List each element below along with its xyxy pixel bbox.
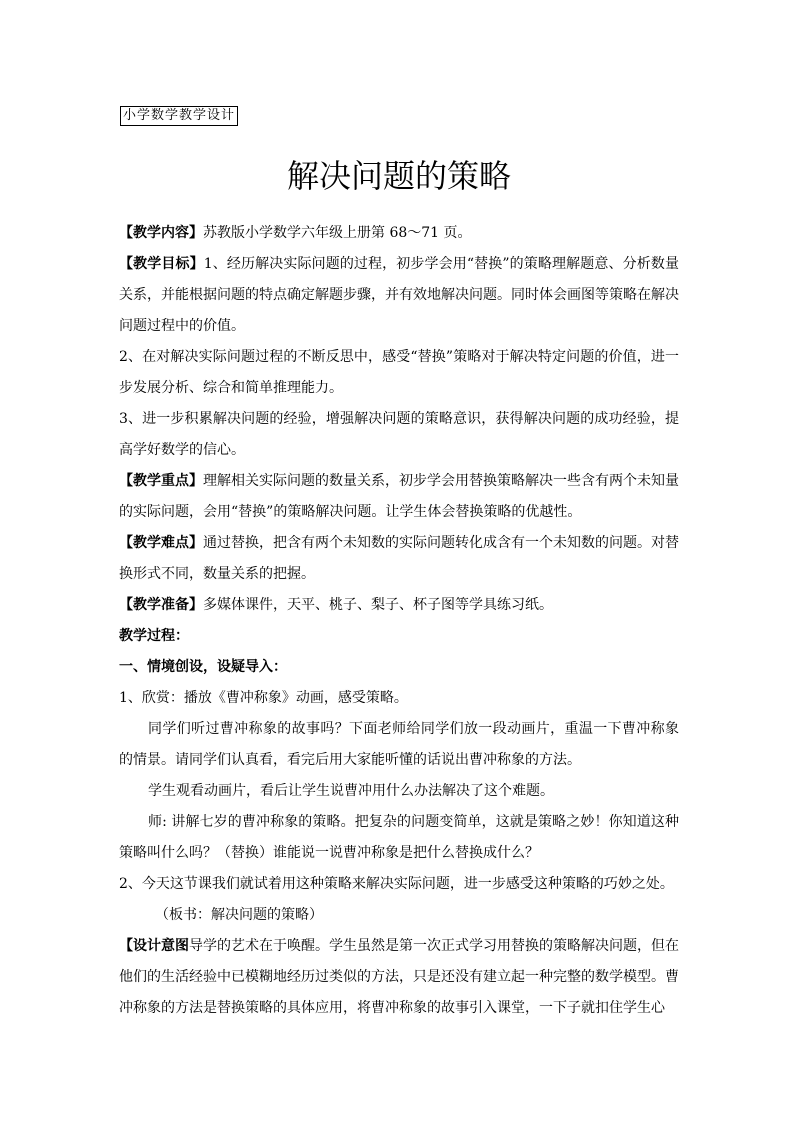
preparation-label: 【教学准备】 bbox=[119, 597, 203, 613]
document-page bbox=[119, 104, 679, 1024]
teaching-content bbox=[119, 218, 679, 249]
difficulties-label: 【教学难点】 bbox=[119, 535, 203, 551]
difficulties-text: 通过替换，把含有两个未知数的实际问题转化成含有一个未知数的问题。对替换形式不同，数量关系的把握。 bbox=[119, 535, 679, 582]
process-paragraph-1: 1、欣赏：播放《曹冲称象》动画，感受策略。 bbox=[119, 690, 408, 706]
process-paragraph-4: 师: 讲解七岁的曹冲称象的策略。把复杂的问题变简单，这就是策略之妙！你知道这种策略叫什么吗？（替换）谁能说一说曹冲称象是把什么替换成什么？ bbox=[119, 814, 679, 861]
document-body bbox=[119, 218, 679, 1024]
teaching-content-text: 苏教版小学数学六年级上册第 68～71 页。 bbox=[203, 225, 472, 241]
teaching-goals-2: 2、在对解决实际问题过程的不断反思中，感受“替换”策略对于解决特定问题的价值，进一步发展分析、综合和简单推理能力。 bbox=[119, 349, 679, 396]
preparation bbox=[119, 590, 679, 621]
key-points bbox=[119, 466, 679, 528]
design-intent bbox=[119, 931, 679, 1024]
page-title: 解决问题的策略 bbox=[286, 157, 511, 195]
teaching-goals-label: 【教学目标】 bbox=[119, 256, 204, 272]
section-1-heading: 一、情境创设，设疑导入： bbox=[119, 659, 287, 675]
process-paragraph-5: 2、今天这节课我们就试着用这种策略来解决实际问题，进一步感受这种策略的巧妙之处。 bbox=[119, 876, 674, 892]
key-points-label: 【教学重点】 bbox=[119, 473, 203, 489]
header-tag: 小学数学教学设计 bbox=[120, 106, 238, 126]
teaching-goals-3: 3、进一步积累解决问题的经验，增强解决问题的策略意识，获得解决问题的成功经验，提高学好数学的信心。 bbox=[119, 411, 679, 458]
design-intent-label: 【设计意图 bbox=[119, 938, 189, 954]
teaching-goals bbox=[119, 249, 679, 342]
process-paragraph-3: 学生观看动画片，看后让学生说曹冲用什么办法解决了这个难题。 bbox=[148, 783, 554, 799]
teaching-goals-text-1: 1、经历解决实际问题的过程，初步学会用“替换”的策略理解题意、分析数量关系，并能根据问题的特点确定解题步骤，并有效地解决问题。同时体会画图等策略在解决问题过程中的价值。 bbox=[119, 256, 679, 334]
key-points-text: 理解相关实际问题的数量关系，初步学会用替换策略解决一些含有两个未知量的实际问题，会用“替换”的策略解决问题。让学生体会替换策略的优越性。 bbox=[119, 473, 679, 520]
process-paragraph-6: （板书：解决问题的策略） bbox=[155, 907, 323, 923]
teaching-content-label: 【教学内容】 bbox=[119, 225, 203, 241]
preparation-text: 多媒体课件，天平、桃子、梨子、杯子图等学具练习纸。 bbox=[203, 597, 553, 613]
process-heading: 教学过程： bbox=[119, 628, 189, 644]
design-intent-text: 导学的艺术在于唤醒。学生虽然是第一次正式学习用替换的策略解决问题，但在他们的生活经验中已模糊地经历过类似的方法，只是还没有建立起一种完整的数学模型。曹冲称象的方法是替换策略的具体应用，将曹冲称象的故事引入课堂，一下子就扣住学生心 bbox=[119, 938, 679, 1016]
difficulties bbox=[119, 528, 679, 590]
process-paragraph-2: 同学们听过曹冲称象的故事吗？下面老师给同学们放一段动画片，重温一下曹冲称象的情景。请同学们认真看，看完后用大家能听懂的话说出曹冲称象的方法。 bbox=[119, 721, 679, 768]
